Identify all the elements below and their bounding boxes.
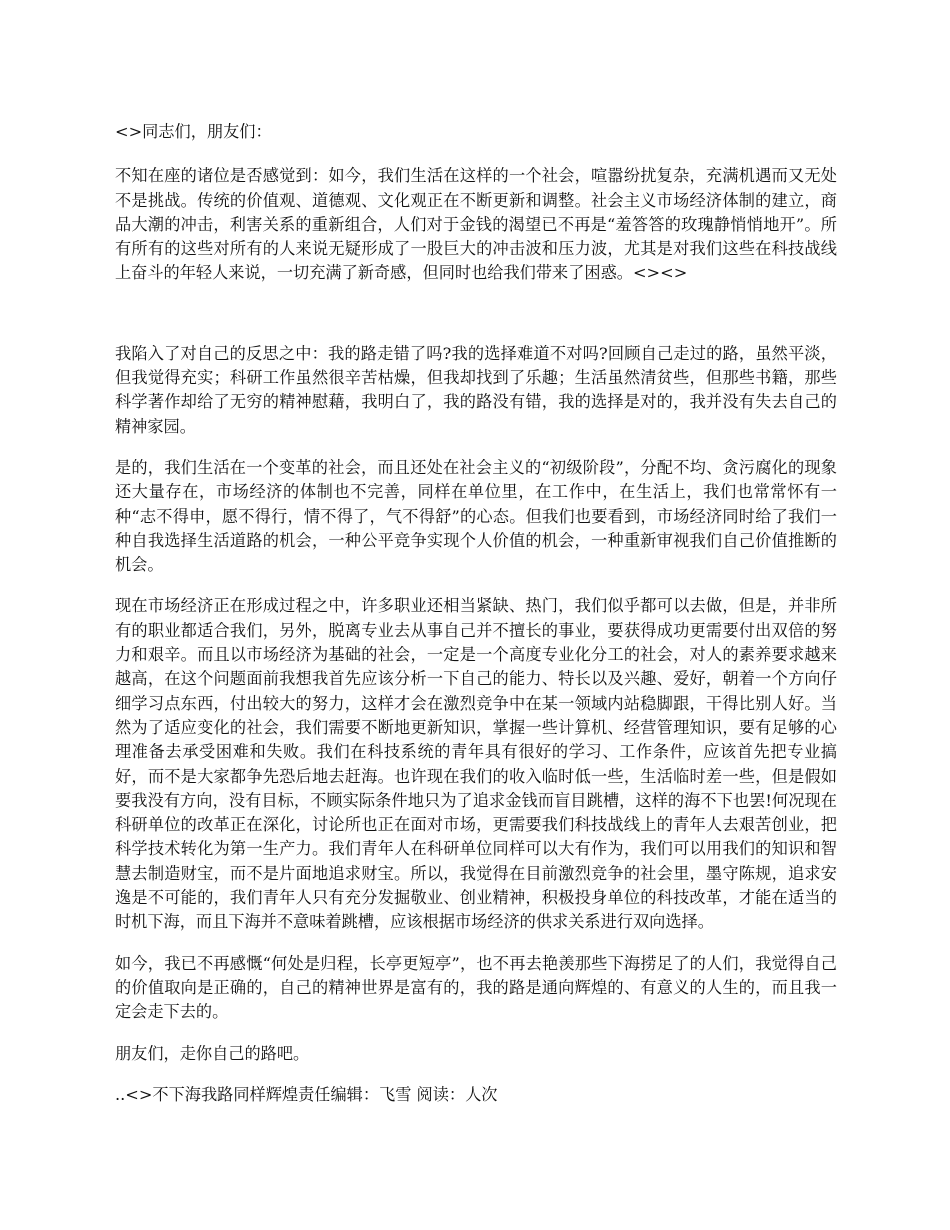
article xyxy=(115,120,837,1107)
greeting: <>同志们，朋友们： xyxy=(115,122,272,141)
paragraph-3: 是的，我们生活在一个变革的社会，而且还处在社会主义的“初级阶段”，分配不均、贪污腐化的现象还大量存在，市场经济的体制也不完善，同样在单位里，在工作中，在生活上，我们也常常怀有一种“志不得申，愿不得行，情不得了，气不得舒”的心态。但我们也要看到，市场经济同时给了我们一种自我选择生活道路的机会，一种公平竞争实现个人价值的机会，一种重新审视我们自己价值推断的机会。 xyxy=(115,457,837,575)
paragraph-2: 我陷入了对自己的反思之中：我的路走错了吗?我的选择难道不对吗?回顾自己走过的路，虽然平淡，但我觉得充实；科研工作虽然很辛苦枯燥，但我却找到了乐趣；生活虽然清贫些，但那些书籍，那些科学著作却给了无穷的精神慰藉，我明白了，我的路没有错，我的选择是对的，我并没有失去自己的精神家园。 xyxy=(115,343,837,436)
paragraph-1: 不知在座的诸位是否感觉到：如今，我们生活在这样的一个社会，喧嚣纷扰复杂，充满机遇而又无处不是挑战。传统的价值观、道德观、文化观正在不断更新和调整。社会主义市场经济体制的建立，商品大潮的冲击，利害关系的重新组合，人们对于金钱的渴望已不再是“羞答答的玫瑰静悄悄地开”。所有所有的这些对所有的人来说无疑形成了一股巨大的冲击波和压力波，尤其是对我们这些在科技战线上奋斗的年轻人来说，一切充满了新奇感，但同时也给我们带来了困惑。<><> xyxy=(115,166,837,283)
paragraph-5: 如今，我已不再感慨“何处是归程，长亭更短亭”，也不再去艳羡那些下海捞足了的人们，我觉得自己的价值取向是正确的，自己的精神世界是富有的，我的路是通向辉煌的、有意义的人生的，而且我一定会走下去的。 xyxy=(115,953,837,1022)
paragraph-4: 现在市场经济正在形成过程之中，许多职业还相当紧缺、热门，我们似乎都可以去做，但是，并非所有的职业都适合我们，另外，脱离专业去从事自己并不擅长的事业，要获得成功更需要付出双倍的努力和艰辛。而且以市场经济为基础的社会，一定是一个高度专业化分工的社会，对人的素养要求越来越高，在这个问题面前我想我首先应该分析一下自己的能力、特长以及兴趣、爱好，朝着一个方向仔细学习点东西，付出较大的努力，这样才会在激烈竞争中在某一领域内站稳脚跟，干得比别人好。当然为了适应变化的社会，我们需要不断地更新知识，掌握一些计算机、经营管理知识，要有足够的心理准备去承受困难和失败。我们在科技系统的青年具有很好的学习、工作条件，应该首先把专业搞好，而不是大家都争先恐后地去赶海。也许现在我们的收入临时低一些，生活临时差一些，但是假如要我没有方向，没有目标，不顾实际条件地只为了追求金钱而盲目跳槽，这样的海不下也罢!何况现在科研单位的改革正在深化，讨论所也正在面对市场，更需要我们科技战线上的青年人去艰苦创业，把科学技术转化为第一生产力。我们青年人在科研单位同样可以大有作为，我们可以用我们的知识和智慧去制造财宝，而不是片面地追求财宝。所以，我觉得在目前激烈竞争的社会里，墨守陈规，追求安逸是不可能的，我们青年人只有充分发掘敬业、创业精神，积极投身单位的科技改革，才能在适当的时机下海，而且下海并不意味着跳槽，应该根据市场经济的供求关系进行双向选择。 xyxy=(115,596,837,932)
paragraph-6: 朋友们，走你自己的路吧。 xyxy=(115,1043,310,1063)
article-footer: ..<>不下海我路同样辉煌责任编辑：飞雪 阅读：人次 xyxy=(115,1084,498,1104)
